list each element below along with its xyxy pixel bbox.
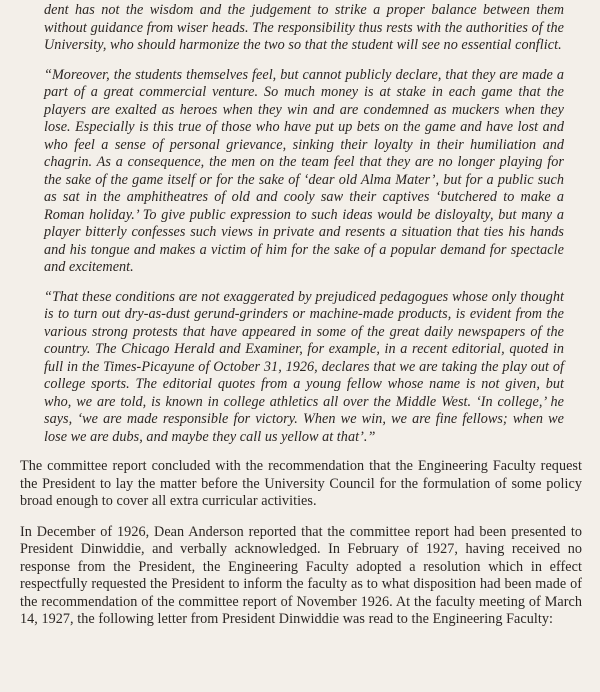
body-paragraph-2: In December of 1926, Dean Anderson reported that the committee report had been presented to President Dinwiddie, and verbally acknowledged. In February of 1927, having received no response from the President, the Engineering Faculty adopted a resolution which in effect respectfully requested the President to inform the faculty as to what disposition had been made of the recommendation of the committee report of November 1926. At the faculty meeting of March 14, 1927, the following letter from President Dinwiddie was read to the Engineering Faculty: xyxy=(20,523,582,627)
quoted-report xyxy=(20,2,582,446)
quote-paragraph-1: dent has not the wisdom and the judgement to strike a proper balance between them without guidance from wiser heads. The responsibility thus rests with the authorities of the University, who should harmonize the two so that the student will see no essential conflict. xyxy=(44,2,564,53)
quote-paragraph-2: “Moreover, the students themselves feel, but cannot publicly declare, that they are made a part of a great commercial venture. So much money is at stake in each game that the players are exalted as heroes when they win and are condemned as muckers when they lose. Especially is this true of those who have put up bets on the game and have lost and who feel a sense of personal grievance, sinking their loyalty in their humiliation and chagrin. As a consequence, the men on the team feel that they are no longer playing for the sake of the game itself or for the sake of ‘dear old Alma Mater’, but for a public such as sat in the amphitheatres of old and cooly saw their captives ‘butchered to make a Roman holiday.’ To give public expression to such ideas would be disloyalty, but many a player bitterly confesses such views in private and resents a situation that ties his hands and his tongue and makes a victim of him for the sake of a popular demand for spectacle and excitement. xyxy=(44,66,564,275)
quote-paragraph-3: “That these conditions are not exaggerated by prejudiced pedagogues whose only thought is to turn out dry-as-dust gerund-grinders or machine-made products, is evident from the various strong protests that have appeared in some of the great daily newspapers of the country. The Chicago Herald and Examiner, for example, in a recent editorial, quoted in full in the Times-Picayune of October 31, 1926, declares that we are taking the play out of college sports. The editorial quotes from a young fellow whose name is not given, but who, we are told, is known in college athletics all over the Middle West. ‘In college,’ he says, ‘we are made responsible for victory. When we win, we are fine fellows; when we lose we are dubs, and maybe they call us yellow at that’.” xyxy=(44,288,564,445)
body-paragraph-1: The committee report concluded with the recommendation that the Engineering Faculty request the President to lay the matter before the University Council for the formulation of some policy broad enough to cover all extra curricular activities. xyxy=(20,458,582,509)
